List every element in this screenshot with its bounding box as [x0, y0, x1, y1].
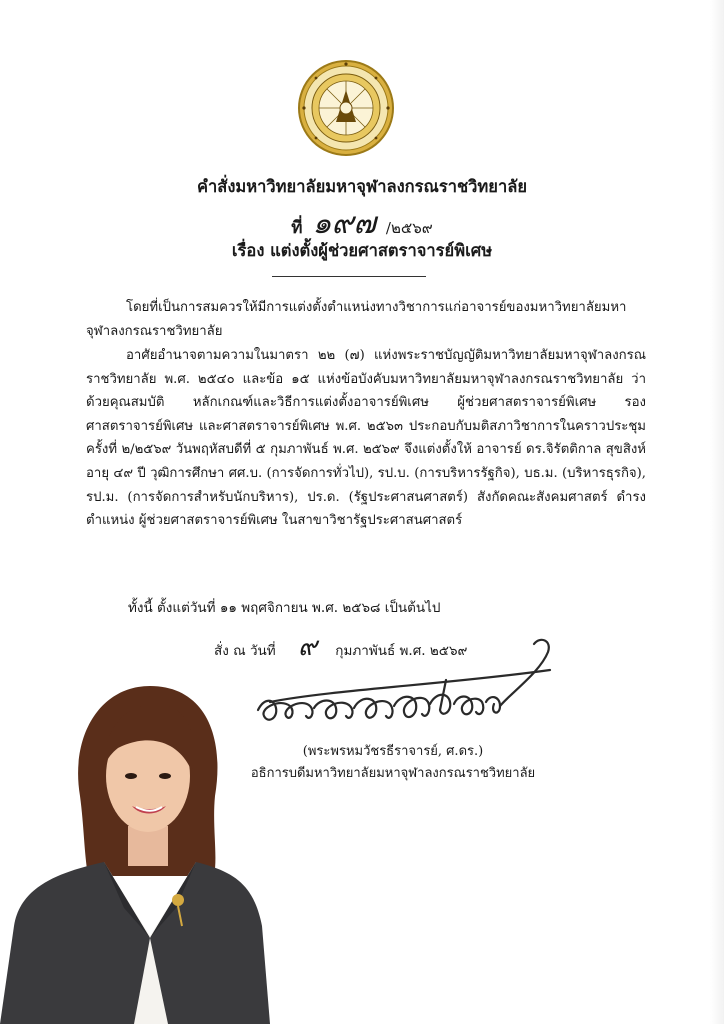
signature-image — [250, 632, 560, 742]
order-title: คำสั่งมหาวิทยาลัยมหาจุฬาลงกรณราชวิทยาลัย — [196, 177, 528, 196]
body-paragraph-2: อาศัยอำนาจตามความในมาตรา ๒๒ (๗) แห่งพระราชบัญญัติมหาวิทยาลัยมหาจุฬาลงกรณราชวิทยาลัย พ.ศ. ๒๕๔๐ และข้อ ๑๕ แห่งข้อบังคับมหาวิทยาลัยมหาจุฬาลงกรณราชวิทยาลัย ว่าด้วยคุณสมบัติ หลักเกณฑ์และวิธีการแต่งตั้งอาจารย์พิเศษ ผู้ช่วยศาสตราจารย์พิเศษ รองศาสตราจารย์พิเศษ และศาสตราจารย์พิเศษ พ.ศ. ๒๕๖๓ ประกอบกับมติสภาวิชาการในคราวประชุมครั้งที่ ๒/๒๕๖๙ วันพฤหัสบดีที่ ๕ กุมภาพันธ์ พ.ศ. ๒๕๖๙ จึงแต่งตั้งให้ อาจารย์ ดร.จิรัตติกาล สุขสิงห์ อายุ ๔๙ ปี วุฒิการศึกษา ศศ.บ. (การจัดการทั่วไป), รป.บ. (การบริหารรัฐกิจ), บธ.ม. (บริหารธุรกิจ), รป.ม. (การจัดการสำหรับนักบริหาร), ปร.ด. (รัฐประศาสนศาสตร์) สังกัดคณะสังคมศาสตร์ ดำรงตำแหน่ง ผู้ช่วยศาสตราจารย์พิเศษ ในสาขาวิชารัฐประศาสนศาสตร์ — [86, 348, 646, 529]
order-subject: เรื่อง แต่งตั้งผู้ช่วยศาสตราจารย์พิเศษ — [231, 241, 493, 260]
portrait-photo — [0, 676, 270, 1024]
signed-date-prefix: สั่ง ณ วันที่ — [214, 643, 276, 659]
divider — [272, 276, 426, 277]
order-number-year: /๒๕๖๙ — [385, 219, 433, 237]
body-paragraph-1: โดยที่เป็นการสมควรให้มีการแต่งตั้งตำแหน่งทางวิชาการแก่อาจารย์ของมหาวิทยาลัยมหาจุฬาลงกรณราชวิทยาลัย — [86, 300, 627, 339]
university-seal-icon — [296, 56, 396, 162]
effective-date: ทั้งนี้ ตั้งแต่วันที่ ๑๑ พฤศจิกายน พ.ศ. ๒๕๖๘ เป็นต้นไป — [128, 600, 441, 616]
signed-date-day: ๙ — [297, 632, 317, 662]
signer-title: อธิการบดีมหาวิทยาลัยมหาจุฬาลงกรณราชวิทยาลัย — [250, 766, 536, 781]
signed-date-rest: กุมภาพันธ์ พ.ศ. ๒๕๖๙ — [335, 643, 468, 659]
signer-name: (พระพรหมวัชรธีราจารย์, ศ.ดร.) — [302, 744, 484, 759]
page-edge — [710, 0, 724, 1024]
order-number-prefix: ที่ — [291, 218, 303, 238]
order-number-value: ๑๙๗ — [312, 206, 376, 241]
